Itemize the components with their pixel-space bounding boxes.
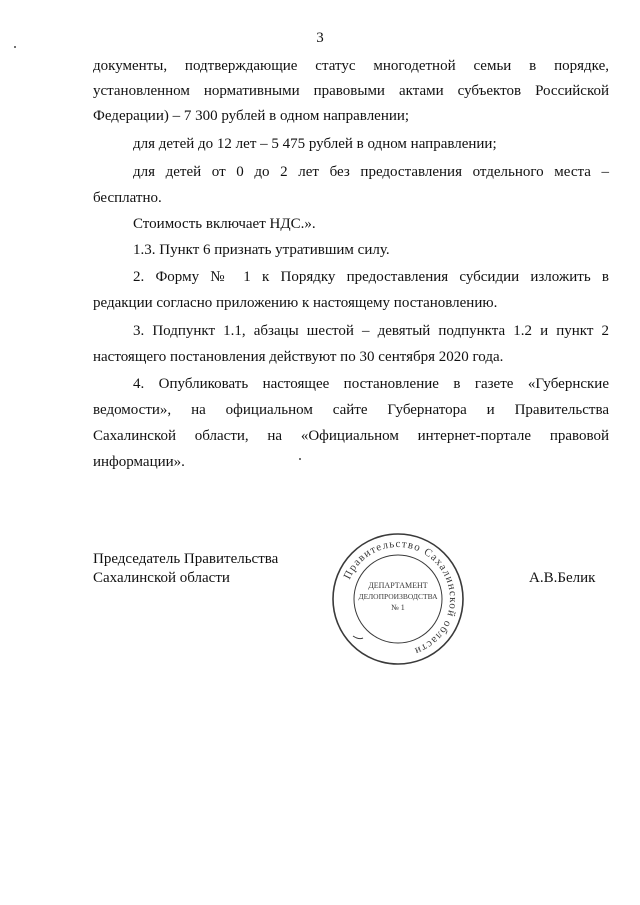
body-line: 2. Форму № 1 к Порядку предоставления субсидии изложить в [133,269,609,285]
body-line: для детей от 0 до 2 лет без предоставления отдельного места – [133,164,609,180]
body-line: 1.3. Пункт 6 признать утратившим силу. [133,242,390,258]
body-line: редакции согласно приложению к настоящему постановлению. [93,295,498,311]
seal-center-line: ДЕПАРТАМЕНТ [368,581,428,590]
body-line: Стоимость включает НДС.». [133,216,316,232]
body-line: информации». [93,454,185,470]
body-line: Сахалинской области, на «Официальном интернет-портале правовой [93,428,609,444]
body-line: бесплатно. [93,190,162,206]
body-line: установленном нормативными правовыми актами субъектов Российской [93,83,609,99]
page-number: 3 [316,30,324,46]
signatory-region: Сахалинской области [93,570,230,586]
body-line: Федерации) – 7 300 рублей в одном направлении; [93,108,410,124]
body-line: 4. Опубликовать настоящее постановление в газете «Губернские [133,376,609,392]
body-line: ведомости», на официальном сайте Губернатора и Правительства [93,402,609,418]
seal-mark [353,636,363,639]
seal-center-line: ДЕЛОПРОИЗВОДСТВА [358,592,438,601]
signatory-position: Председатель Правительства [93,551,279,567]
seal-center-line: № 1 [391,603,405,612]
body-line: для детей до 12 лет – 5 475 рублей в одном направлении; [133,136,497,152]
seal-ring-text: Правительство Сахалинской области [341,537,460,658]
body-line: настоящего постановления действуют по 30 сентября 2020 года. [93,349,504,365]
body-line: 3. Подпункт 1.1, абзацы шестой – девятый подпункта 1.2 и пункт 2 [133,323,609,339]
body-line: документы, подтверждающие статус многодетной семьи в порядке, [93,58,609,74]
signatory-name: А.В.Белик [529,570,596,586]
official-seal [331,532,465,666]
